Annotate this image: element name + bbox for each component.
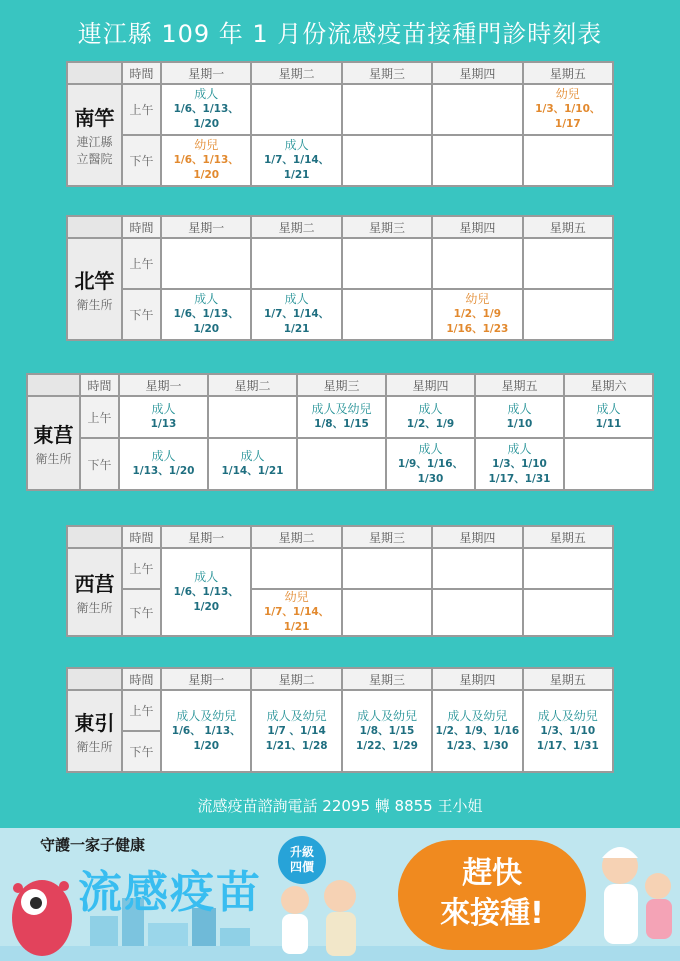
clinic-sub: 衛生所 (35, 451, 72, 466)
header-time: 時間 (80, 374, 119, 396)
slot-label: 幼兒 (194, 138, 219, 153)
header-tue: 星期二 (208, 374, 297, 396)
slot-empty (342, 84, 432, 135)
slot-dates: 1/13 (150, 418, 177, 430)
slot (161, 289, 251, 340)
header-mon: 星期一 (161, 216, 251, 238)
family-illustration (270, 870, 370, 960)
slot-dates: 1/11 (595, 418, 622, 430)
header-corner (67, 62, 122, 84)
slot (342, 690, 432, 772)
header-tue: 星期二 (251, 668, 341, 690)
slot (251, 135, 341, 186)
badge-line2: 四價 (289, 860, 314, 874)
slot-label: 成人 (596, 402, 621, 416)
slot-empty (523, 135, 613, 186)
period-am: 上午 (122, 84, 161, 135)
slot-empty (432, 238, 522, 289)
clinic-sub: 衛生所 (76, 297, 113, 312)
slot-dates: 1/6、1/13、1/20 (173, 103, 239, 131)
slot-label: 成人及幼兒 (537, 708, 598, 723)
slot-label: 成人及幼兒 (356, 708, 417, 723)
slot-dates: 1/7、1/14、1/21 (263, 606, 330, 633)
slot-empty (342, 238, 432, 289)
clinic-name: 南竿 (74, 106, 115, 131)
slot-label: 成人及幼兒 (176, 708, 237, 723)
period-am: 上午 (122, 238, 161, 289)
header-fri: 星期五 (523, 62, 613, 84)
slot-empty (432, 589, 522, 636)
slot-label: 成人 (507, 441, 532, 456)
slot-dates: 1/13、1/20 (132, 465, 195, 477)
slot-label: 成人 (240, 449, 265, 463)
slot (432, 690, 522, 772)
header-thu: 星期四 (432, 526, 522, 548)
schedule-dongyin (66, 667, 614, 773)
slot-dates: 1/6、1/13、1/20 (173, 154, 239, 182)
clinic-name: 東引 (74, 710, 115, 735)
slot (432, 289, 522, 340)
slot-empty (342, 548, 432, 589)
slot (208, 438, 297, 490)
slot (523, 84, 613, 135)
slot-dates: 1/16、1/23 (446, 323, 509, 336)
slot-empty (432, 135, 522, 186)
slot-label: 成人 (418, 441, 443, 456)
header-time: 時間 (122, 62, 161, 84)
period-pm: 下午 (80, 438, 119, 490)
header-thu: 星期四 (432, 62, 522, 84)
header-fri: 星期五 (523, 668, 613, 690)
slot (386, 438, 475, 490)
slot-empty (523, 589, 613, 636)
slot (475, 396, 564, 438)
header-fri: 星期五 (523, 526, 613, 548)
slot-label: 成人 (507, 402, 532, 416)
slot-label: 幼兒 (465, 292, 490, 307)
schedule-nangan (66, 61, 614, 187)
slot-label: 成人 (194, 87, 219, 102)
slot (161, 135, 251, 186)
period-pm: 下午 (122, 589, 161, 636)
clinic-name: 西莒 (74, 571, 115, 596)
slot-dates: 1/23、1/30 (446, 739, 509, 752)
slot (251, 289, 341, 340)
slot-empty (297, 438, 386, 490)
cta-line1: 趕快 (462, 856, 522, 891)
slot-dates: 1/2、1/9 (406, 418, 455, 430)
slot-dates: 1/2、1/9 (453, 308, 502, 321)
header-time: 時間 (122, 526, 161, 548)
banner-title: 流感疫苗 (78, 867, 262, 918)
slot-dates: 1/14、1/21 (221, 465, 284, 477)
slot-label: 成人及幼兒 (311, 402, 372, 416)
slot-dates: 1/3、1/10、1/17 (535, 103, 601, 131)
slot-label: 成人 (194, 292, 219, 307)
slot-label: 成人 (194, 569, 219, 584)
slot (297, 396, 386, 438)
slot-label: 成人 (418, 402, 443, 416)
header-wed: 星期三 (297, 374, 386, 396)
slot-empty (342, 289, 432, 340)
slot-dates: 1/6、1/13、1/20 (173, 585, 239, 613)
slot (119, 396, 208, 438)
header-mon: 星期一 (161, 668, 251, 690)
header-mon: 星期一 (161, 526, 251, 548)
slot-dates: 1/8、1/15 (314, 418, 369, 430)
slot-dates: 1/6、1/13、1/20 (173, 308, 239, 336)
header-thu: 星期四 (432, 668, 522, 690)
slot-dates: 1/3、1/10 (492, 457, 547, 470)
slot-dates: 1/3、1/10 (540, 724, 596, 737)
clinic-sub: 立醫院 (76, 152, 113, 167)
clinic-label (67, 548, 122, 636)
period-am: 上午 (122, 548, 161, 589)
slot-dates: 1/8、1/15 (359, 724, 415, 737)
slot-dates: 1/17、1/31 (536, 739, 599, 752)
nurse-kids-illustration (590, 836, 680, 956)
slot-dates: 1/6、 1/13、1/20 (171, 724, 241, 752)
header-corner (67, 668, 122, 690)
slot-dates: 1/2、1/9、1/16 (435, 724, 520, 737)
badge-line1: 升級 (289, 845, 314, 859)
slot (161, 548, 251, 636)
clinic-name: 東莒 (33, 422, 74, 447)
header-mon: 星期一 (119, 374, 208, 396)
slot-empty (251, 84, 341, 135)
header-mon: 星期一 (161, 62, 251, 84)
slot-empty (251, 548, 341, 589)
slot-label: 成人 (151, 402, 176, 416)
header-time: 時間 (122, 216, 161, 238)
schedule-beigan (66, 215, 614, 341)
header-tue: 星期二 (251, 62, 341, 84)
clinic-sub: 衛生所 (76, 600, 113, 615)
header-thu: 星期四 (386, 374, 475, 396)
promo-banner (0, 828, 680, 961)
slot-empty (342, 135, 432, 186)
slot-dates: 1/17、1/31 (488, 472, 551, 485)
clinic-name: 北竿 (74, 268, 115, 293)
slot-label: 成人 (284, 138, 309, 153)
hotline-text: 流感疫苗諮詢電話 22095 轉 8855 王小姐 (197, 797, 483, 815)
header-corner (27, 374, 80, 396)
page-title: 連江縣 109 年 1 月份流感疫苗接種門診時刻表 (77, 20, 603, 48)
slot-dates: 1/7 、1/14 (267, 724, 326, 737)
slot-empty (523, 548, 613, 589)
header-corner (67, 526, 122, 548)
slot-dates: 1/10 (506, 418, 533, 430)
clinic-label (67, 238, 122, 340)
slot-label: 成人 (284, 292, 309, 307)
header-thu: 星期四 (432, 216, 522, 238)
slot-label: 成人 (151, 449, 176, 463)
slot-label: 成人及幼兒 (266, 708, 327, 723)
slot-empty (342, 589, 432, 636)
slot-label: 幼兒 (555, 87, 580, 102)
header-wed: 星期三 (342, 668, 432, 690)
banner-slogan: 守護一家子健康 (40, 836, 146, 854)
schedule-dongju (26, 373, 654, 491)
monster-mascot-icon (2, 858, 82, 958)
slot-empty (161, 238, 251, 289)
slot-empty (432, 84, 522, 135)
header-sat: 星期六 (564, 374, 653, 396)
clinic-label (67, 84, 122, 186)
clinic-sub: 連江縣 (76, 135, 113, 150)
period-pm: 下午 (122, 289, 161, 340)
slot-dates: 1/9、1/16、1/30 (397, 457, 464, 485)
header-fri: 星期五 (523, 216, 613, 238)
slot (251, 690, 341, 772)
slot-dates: 1/22、1/29 (355, 739, 418, 752)
cta-line2: 來接種! (440, 896, 544, 931)
header-tue: 星期二 (251, 526, 341, 548)
slot-label: 幼兒 (284, 590, 309, 604)
period-pm: 下午 (122, 731, 161, 772)
header-time: 時間 (122, 668, 161, 690)
slot-empty (564, 438, 653, 490)
slot (523, 690, 613, 772)
slot (251, 589, 341, 636)
slot-dates: 1/21、1/28 (265, 739, 328, 752)
slot (119, 438, 208, 490)
header-wed: 星期三 (342, 526, 432, 548)
slot-dates: 1/7、1/14、1/21 (263, 154, 330, 182)
slot-label: 成人及幼兒 (447, 708, 508, 723)
slot-empty (523, 238, 613, 289)
slot (161, 690, 251, 772)
header-tue: 星期二 (251, 216, 341, 238)
clinic-label (67, 690, 122, 772)
slot-empty (523, 289, 613, 340)
clinic-label (27, 396, 80, 490)
schedule-xiju (66, 525, 614, 637)
cta-bubble (398, 840, 586, 950)
slot-empty (432, 548, 522, 589)
period-am: 上午 (122, 690, 161, 731)
slot (564, 396, 653, 438)
slot (386, 396, 475, 438)
slot-empty (251, 238, 341, 289)
header-wed: 星期三 (342, 62, 432, 84)
slot (475, 438, 564, 490)
header-wed: 星期三 (342, 216, 432, 238)
slot (161, 84, 251, 135)
clinic-sub: 衛生所 (76, 739, 113, 754)
slot-empty (208, 396, 297, 438)
slot-dates: 1/7、1/14、1/21 (263, 308, 330, 336)
header-fri: 星期五 (475, 374, 564, 396)
header-corner (67, 216, 122, 238)
period-am: 上午 (80, 396, 119, 438)
period-pm: 下午 (122, 135, 161, 186)
